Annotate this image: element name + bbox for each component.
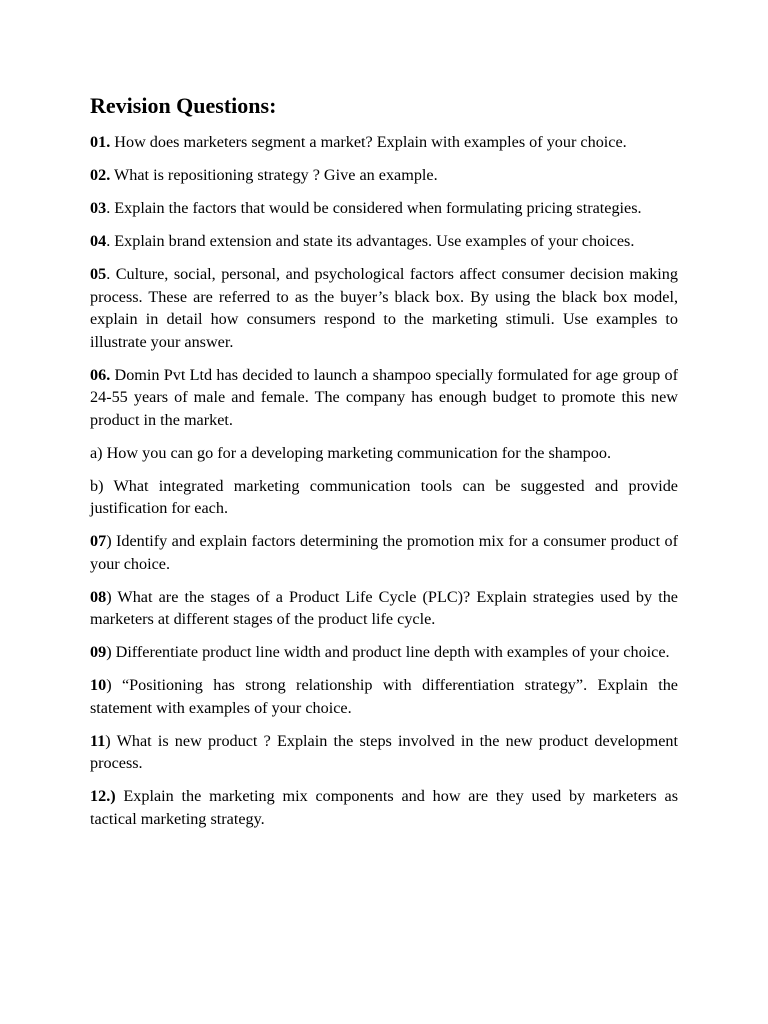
question-text: ) Differentiate product line width and product line depth with examples of your choice.: [106, 643, 670, 661]
question-06-part-a: [90, 442, 678, 465]
question-number: 08: [90, 587, 107, 606]
question-01: [90, 131, 678, 154]
question-11: [90, 730, 678, 775]
question-09: [90, 641, 678, 664]
question-text: a) How you can go for a developing marketing communication for the shampoo.: [90, 443, 612, 462]
question-text: Explain the marketing mix components and how are they used by marketers as tactical marketing strategy.: [90, 787, 678, 828]
question-text: . Explain brand extension and state its advantages. Use examples of your choices.: [106, 232, 635, 250]
question-number: 04: [90, 232, 107, 250]
question-text: ) Identify and explain factors determining the promotion mix for a consumer product of your choice.: [90, 532, 678, 573]
question-number: 09: [90, 643, 107, 661]
question-05: [90, 263, 678, 353]
question-08: [90, 586, 678, 631]
question-number: 10: [90, 676, 107, 694]
question-text: What is repositioning strategy ? Give an example.: [110, 166, 438, 184]
question-number: 06.: [90, 365, 111, 384]
document-page: [90, 92, 678, 841]
question-number: 05: [90, 265, 107, 283]
question-text: ) What are the stages of a Product Life Cycle (PLC)? Explain strategies used by the marketers at different stages of the product life cycle.: [90, 587, 678, 628]
question-number: 03: [90, 199, 107, 217]
question-text: ) “Positioning has strong relationship with differentiation strategy”. Explain the statement with examples of your choice.: [90, 676, 678, 717]
question-10: [90, 674, 678, 719]
question-text: ) What is new product ? Explain the steps involved in the new product development process.: [90, 731, 678, 772]
question-number: 07: [90, 532, 107, 550]
question-06-part-b: [90, 475, 678, 520]
question-number: 12.): [90, 787, 116, 805]
question-number: 11: [90, 731, 106, 750]
question-number: 01.: [90, 133, 111, 151]
question-text: . Culture, social, personal, and psychological factors affect consumer decision making process. These are referred to as the buyer’s black box. By using the black box model, explain in detail how consumers respond to the marketing stimuli. Use examples to illustrate your answer.: [90, 265, 678, 351]
question-03: [90, 197, 678, 220]
question-number: 02.: [90, 166, 111, 184]
question-text: How does marketers segment a market? Explain with examples of your choice.: [110, 133, 627, 151]
question-02: [90, 164, 678, 187]
question-07: [90, 530, 678, 575]
page-title: Revision Questions:: [90, 93, 277, 118]
question-06: [90, 364, 678, 432]
question-text: b) What integrated marketing communication tools can be suggested and provide justification for each.: [90, 476, 678, 517]
question-text: . Explain the factors that would be considered when formulating pricing strategies.: [106, 199, 642, 217]
question-12: [90, 785, 678, 830]
question-04: [90, 230, 678, 253]
question-text: Domin Pvt Ltd has decided to launch a shampoo specially formulated for age group of 24-55 years of male and female. The company has enough budget to promote this new product in the market.: [90, 365, 678, 429]
